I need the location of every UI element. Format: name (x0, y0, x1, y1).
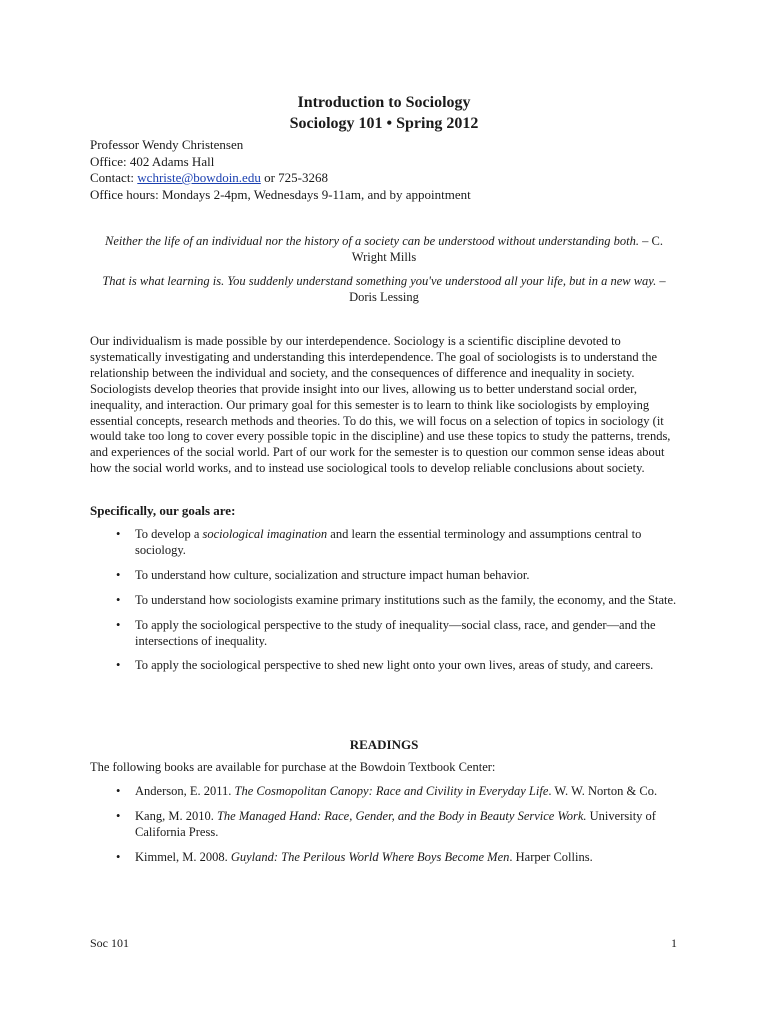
list-item (90, 593, 680, 609)
bullet-icon: • (116, 784, 121, 798)
book-title: The Managed Hand: Race, Gender, and the Body in Beauty Service Work. (216, 808, 587, 823)
book-citation: Kimmel, M. 2008. (135, 849, 231, 864)
list-item (90, 618, 680, 650)
bullet-icon: • (116, 617, 121, 632)
intro-paragraph: Our individualism is made possible by our interdependence. Sociology is a scientific discipline devoted to systematically investigating and understanding this interdependence. The goal of sociologists is to understand the relationship between the individual and society, and the consequences of difference and inequality in society. Sociologists develop theories that provide insight into our lives, allowing us to better understand social order, inequality, and interaction. Our primary goal for this semester is to learn to think like sociologists by employing essential concepts, research methods and theories. To do this, we will focus on a selection of topics in sociology (it would take too long to cover every possible topic in the discipline) and use these topics to study the patterns, trends, and experiences of the social world. Part of our work for the semester is to question our common sense ideas about how the social world works, and to instead use sociological tools to develop reliable conclusions about society. (90, 334, 671, 476)
document-subtitle: Sociology 101 • Spring 2012 (289, 115, 479, 132)
quote-text: Neither the life of an individual nor the history of a society can be understood without understanding both. (105, 234, 639, 248)
book-list (90, 784, 680, 875)
document-title: Introduction to Sociology (297, 94, 471, 111)
book-title: The Cosmopolitan Canopy: Race and Civility in Everyday Life (234, 784, 549, 798)
readings-intro: The following books are available for purchase at the Bowdoin Textbook Center: (90, 760, 496, 774)
contact-phone: or 725-3268 (260, 170, 329, 185)
goal-text: To apply the sociological perspective to shed new light onto your own lives, areas of study, and careers. (135, 658, 654, 673)
page-number: 1 (671, 936, 677, 950)
readings-heading: READINGS (349, 737, 419, 752)
goals-heading: Specifically, our goals are: (90, 503, 236, 518)
professor-name: Professor Wendy Christensen (90, 137, 244, 152)
goal-emphasis: sociological imagination (202, 527, 328, 541)
list-item (90, 658, 680, 674)
quote-author: – C. Wright Mills (351, 234, 663, 264)
bullet-icon: • (116, 658, 121, 673)
contact-label: Contact: (90, 170, 138, 185)
book-citation: Kang, M. 2010. (135, 808, 217, 823)
footer-course: Soc 101 (90, 936, 129, 950)
bullet-icon: • (116, 567, 121, 582)
epigraph-quote (90, 273, 678, 305)
goal-text: To apply the sociological perspective to the study of inequality—social class, race, and gender—and the intersections of inequality. (135, 617, 656, 648)
bullet-icon: • (116, 808, 121, 823)
list-item (90, 568, 680, 584)
quote-author: – Doris Lessing (349, 274, 666, 304)
list-item (90, 809, 680, 841)
book-publisher: University of California Press. (135, 808, 656, 839)
quote-text: That is what learning is. You suddenly understand something you've understood all your life, but in a new way. (102, 274, 657, 288)
goal-text: To understand how culture, socialization and structure impact human behavior. (135, 567, 530, 582)
goals-list (90, 527, 680, 683)
bullet-icon: • (116, 849, 121, 864)
list-item (90, 850, 680, 866)
list-item (90, 784, 680, 800)
book-citation: Anderson, E. 2011. (135, 784, 235, 798)
book-title: Guyland: The Perilous World Where Boys Become Men (230, 849, 510, 864)
contact-line (90, 170, 690, 187)
goal-text: To develop a (135, 527, 203, 541)
book-publisher: . W. W. Norton & Co. (548, 784, 658, 798)
goal-text: To understand how sociologists examine primary institutions such as the family, the economy, and the State. (135, 592, 677, 607)
office-hours: Office hours: Mondays 2-4pm, Wednesdays 9-11am, and by appointment (90, 186, 471, 202)
title-block (0, 92, 768, 134)
bullet-icon: • (116, 527, 121, 541)
book-publisher: . Harper Collins. (509, 849, 593, 864)
email-link[interactable]: wchriste@bowdoin.edu (137, 170, 261, 185)
list-item (90, 527, 680, 559)
goal-text: and learn the essential terminology and assumptions central to sociology. (135, 527, 642, 557)
office-location: Office: 402 Adams Hall (90, 153, 215, 169)
instructor-info (90, 137, 690, 203)
epigraph-quote (90, 233, 678, 265)
bullet-icon: • (116, 592, 121, 607)
